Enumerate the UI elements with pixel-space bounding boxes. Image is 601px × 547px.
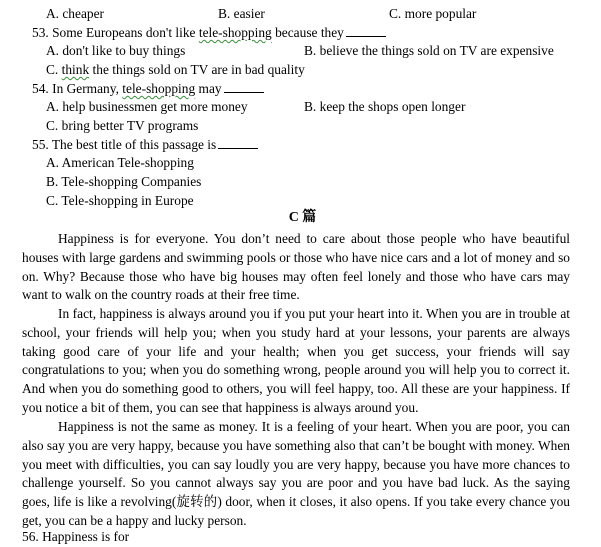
q53-stem-after: because they — [275, 25, 344, 40]
q54-option-b: B. keep the shops open longer — [304, 99, 466, 114]
q54-stem — [0, 79, 601, 98]
q55-answer-blank — [218, 138, 258, 149]
q55-options-b — [0, 172, 601, 191]
q54-answer-blank — [224, 82, 264, 93]
q53-answer-blank — [346, 26, 386, 37]
q55-stem-text: The best title of this passage is — [51, 137, 217, 152]
q54-option-a: A. help businessmen get more money — [46, 99, 248, 114]
q55-option-c: C. Tele-shopping in Europe — [46, 193, 194, 208]
q53-options-c — [0, 60, 601, 79]
q52-options — [0, 4, 601, 23]
q55-option-a: A. American Tele-shopping — [46, 155, 194, 170]
q53-options-ab — [0, 41, 601, 60]
q53-option-a: A. don't like to buy things — [46, 43, 186, 58]
q55-option-b: B. Tele-shopping Companies — [46, 174, 202, 189]
q53-option-b: B. believe the things sold on TV are expensive — [304, 43, 554, 58]
q54-options-ab — [0, 97, 601, 116]
q53-stem-before: Some Europeans don't like — [52, 25, 196, 40]
passage-paragraph-1: Happiness is for everyone. You don’t need to care about those people who have beautiful houses with large gardens and swimming pools or those who have nice cars and a lot of money and so on. Why? Because those who have big houses may often feel lonely and those who have cars may want to walk on the country roads at their free time. — [22, 231, 570, 303]
q54-options-c — [0, 116, 601, 135]
passage-paragraph-3: Happiness is not the same as money. It is a feeling of your heart. When you are poor, you can also say you are very happy, because you have something also that can’t be bought with money. When you meet with difficulties, you can say loudly you are very happy, because you have more chances to challenge yourself. So you cannot always say you are poor and you have bad luck. As the saying goes, life is like a revolving(旋转的) door, when it closes, it also opens. If you take every chance you get, you can be a happy and lucky person. — [22, 419, 570, 528]
cut-off-question: 56. Happiness is for — [22, 529, 130, 544]
q53-option-c: C. think the things sold on TV are in bad quality — [46, 62, 305, 77]
q54-number: 54. — [32, 81, 49, 96]
q54-stem-squig: tele-shopping — [122, 81, 196, 96]
q54-stem-before: In Germany, — [52, 81, 119, 96]
q54-stem-after: may — [198, 81, 222, 96]
q53-stem — [0, 23, 601, 42]
q55-options-a — [0, 153, 601, 172]
q53-stem-squig: tele-shopping — [198, 25, 272, 40]
q52-option-b: B. easier — [218, 6, 265, 21]
q53-number: 53. — [32, 25, 49, 40]
passage-paragraph-2: In fact, happiness is always around you if you put your heart into it. When you are in trouble at school, your friends will help you; when you study hard at your lessons, your parents are always taking good care of your life and your health; when you get success, your friends will say congratulations to you; when you do something wrong, people around you will help you to correct it. And when you do something good to others, you will feel happy, too. All these are your happiness. If you notice a bit of them, you can see that happiness is always around you. — [22, 306, 570, 415]
q52-option-a: A. cheaper — [46, 6, 104, 21]
q55-number: 55. — [32, 137, 49, 152]
section-heading: C 篇 — [288, 210, 317, 225]
q55-stem — [0, 135, 601, 154]
q52-option-c: C. more popular — [389, 6, 477, 21]
q54-option-c: C. bring better TV programs — [46, 118, 199, 133]
